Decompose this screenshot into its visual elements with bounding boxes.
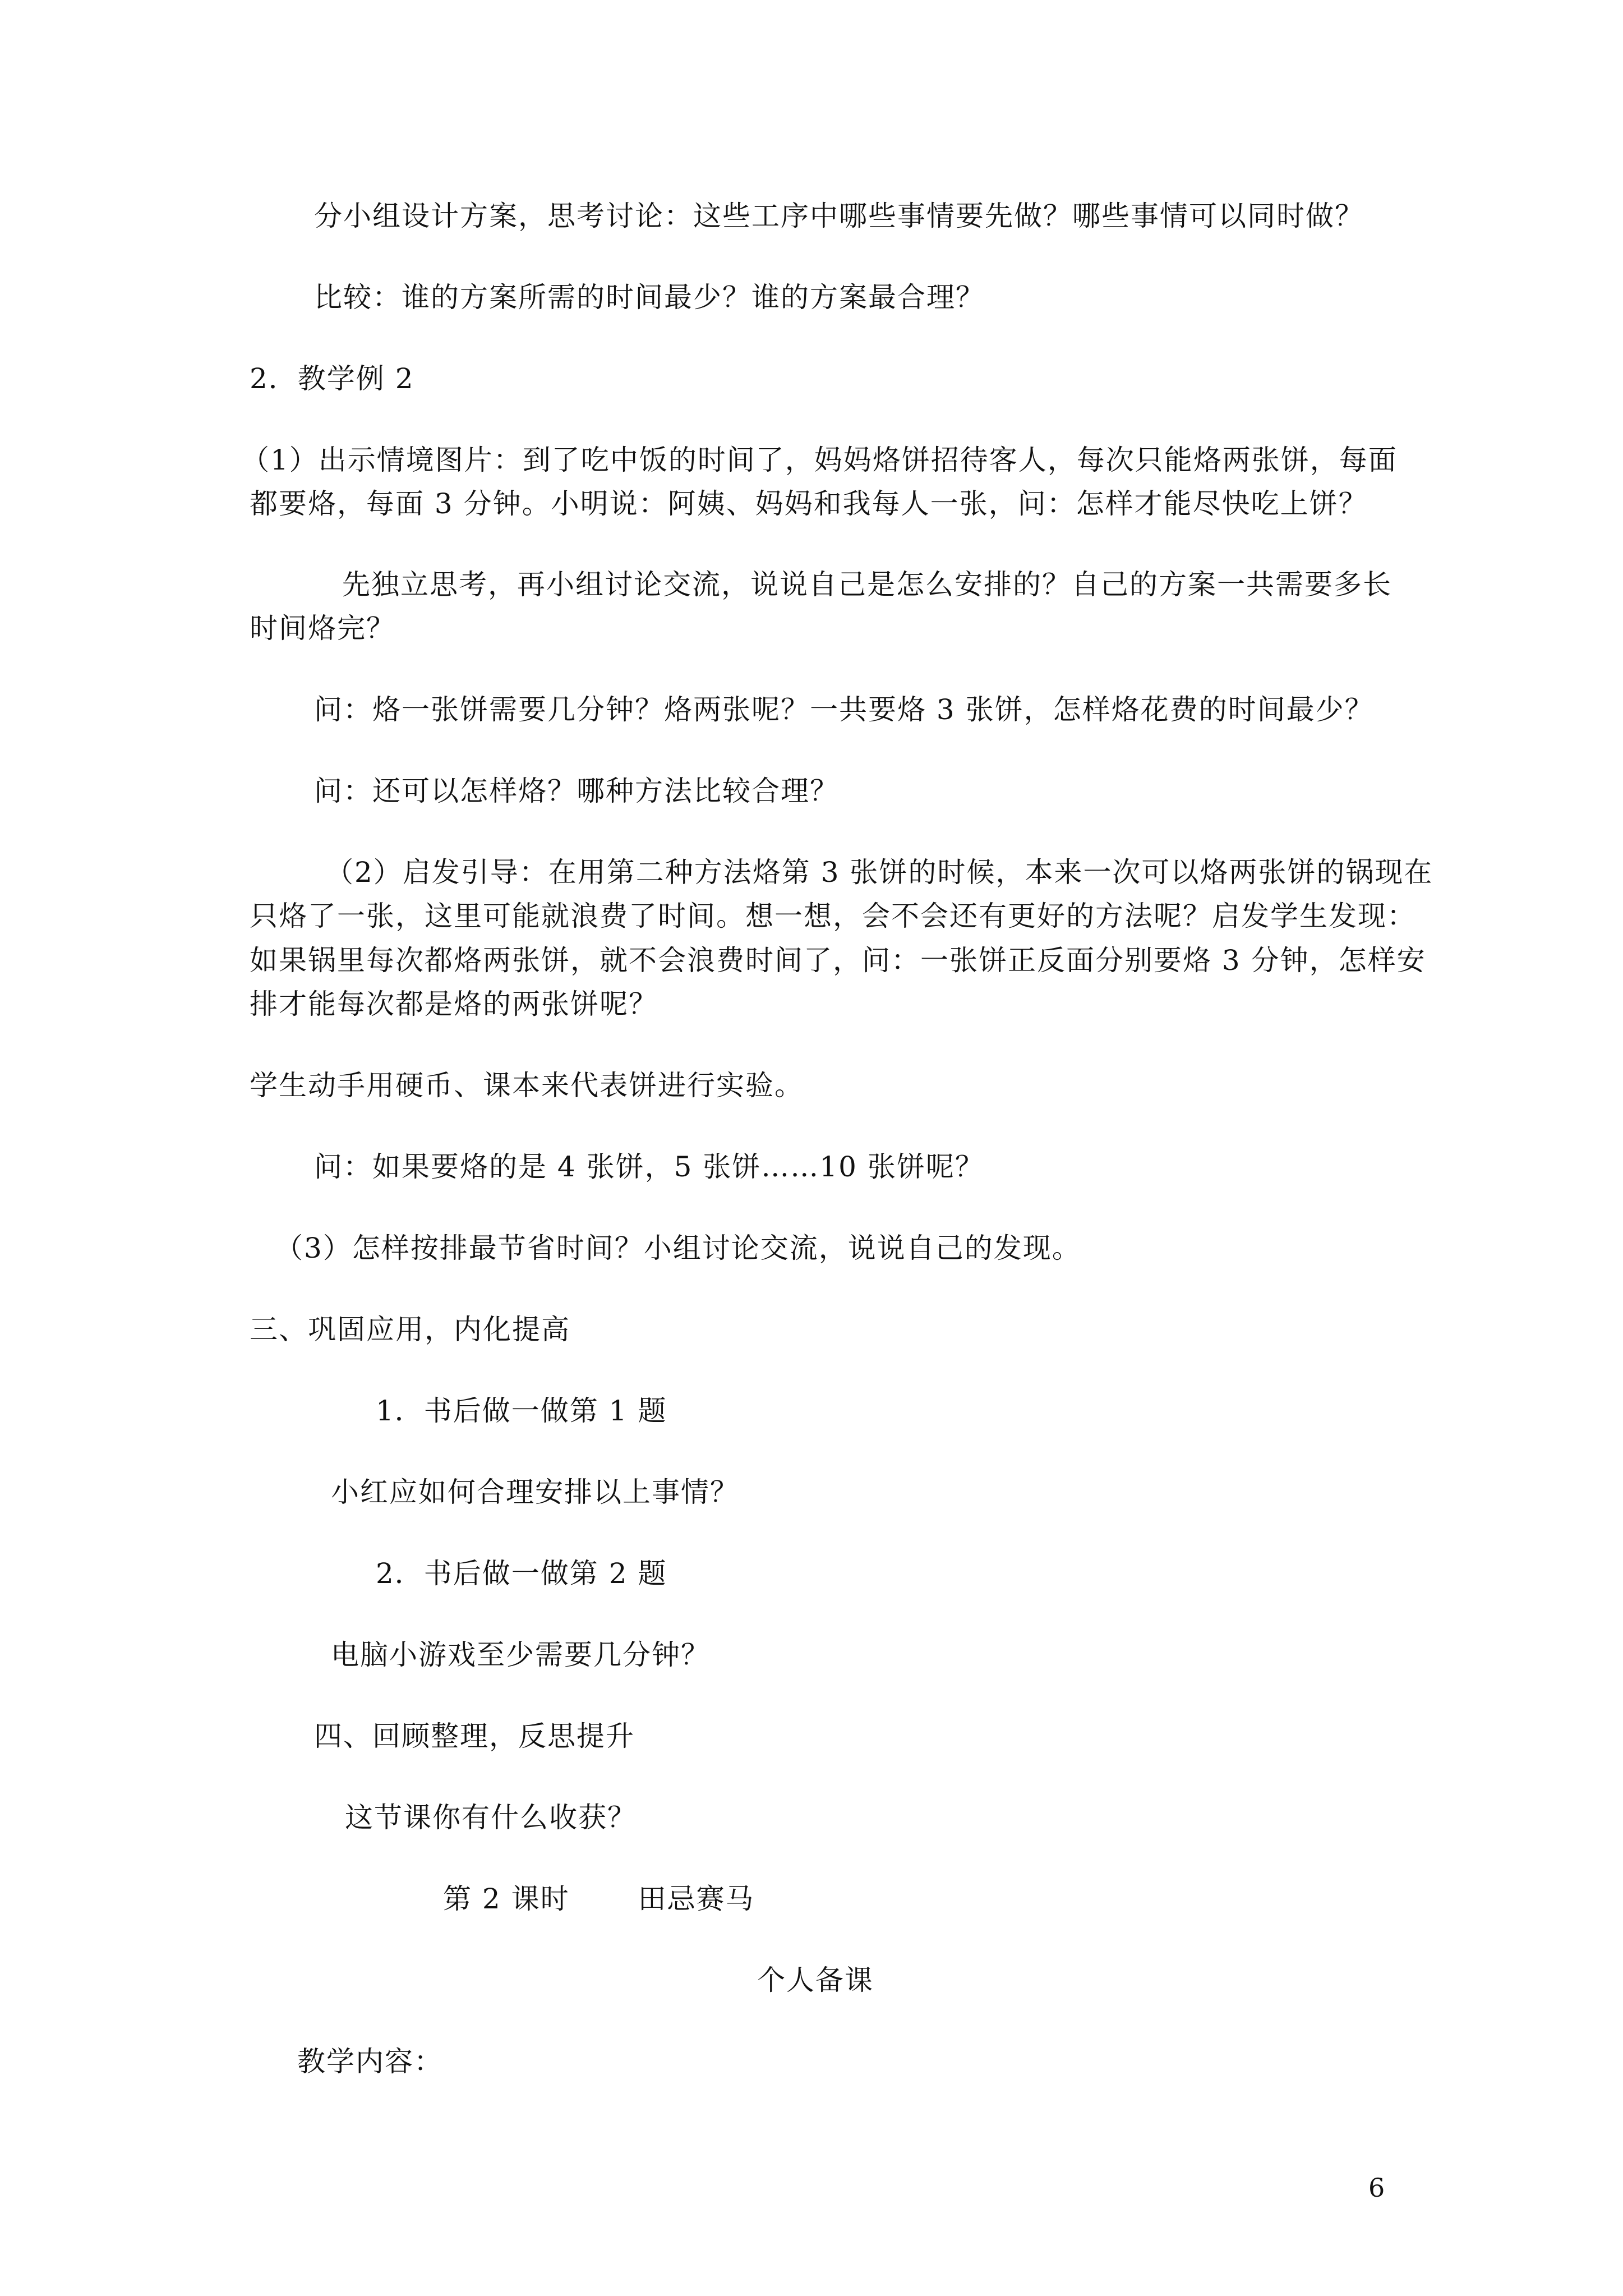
page-number: 6 <box>1368 2173 1385 2203</box>
paragraph-line: 比较：谁的方案所需的时间最少？谁的方案最合理？ <box>314 281 985 314</box>
paragraph-line: 问：如果要烙的是 4 张饼，5 张饼……10 张饼呢？ <box>314 1151 984 1183</box>
lesson-title: 第 2 课时 田忌赛马 <box>443 1883 755 1915</box>
paragraph-line: 电脑小游戏至少需要几分钟？ <box>331 1639 710 1671</box>
section-heading: 四、回顾整理，反思提升 <box>314 1720 635 1752</box>
paragraph-line: 这节课你有什么收获？ <box>345 1801 637 1834</box>
section-heading: 三、巩固应用，内化提高 <box>250 1313 570 1346</box>
paragraph-line: 先独立思考，再小组讨论交流，说说自己是怎么安排的？自己的方案一共需要多长 <box>342 568 1392 601</box>
paragraph-line: 问：还可以怎样烙？哪种方法比较合理？ <box>314 775 839 807</box>
paragraph-line: 小红应如何合理安排以上事情？ <box>331 1476 739 1508</box>
paragraph-line: （1）出示情境图片：到了吃中饭的时间了，妈妈烙饼招待客人，每次只能烙两张饼，每面 <box>241 444 1398 476</box>
subsection-heading: 1．书后做一做第 1 题 <box>376 1395 667 1427</box>
paragraph-line: 分小组设计方案，思考讨论：这些工序中哪些事情要先做？哪些事情可以同时做？ <box>314 200 1364 232</box>
paragraph-line: 只烙了一张，这里可能就浪费了时间。想一想，会不会还有更好的方法呢？启发学生发现： <box>250 900 1416 932</box>
prep-heading: 个人备课 <box>757 1964 874 1996</box>
paragraph-line: 排才能每次都是烙的两张饼呢？ <box>250 988 658 1020</box>
paragraph-line: 学生动手用硬币、课本来代表饼进行实验。 <box>250 1069 804 1102</box>
paragraph-line: （2）启发引导：在用第二种方法烙第 3 张饼的时候，本来一次可以烙两张饼的锅现在 <box>325 856 1433 889</box>
section-heading: 2．教学例 2 <box>250 362 414 395</box>
paragraph-line: 问：烙一张饼需要几分钟？烙两张呢？一共要烙 3 张饼，怎样烙花费的时间最少？ <box>314 693 1374 726</box>
paragraph-line: 如果锅里每次都烙两张饼，就不会浪费时间了，问：一张饼正反面分别要烙 3 分钟，怎样安 <box>250 944 1426 977</box>
paragraph-line: （3）怎样按排最节省时间？小组讨论交流，说说自己的发现。 <box>275 1232 1081 1264</box>
content-label: 教学内容： <box>297 2045 443 2078</box>
paragraph-line: 时间烙完？ <box>250 612 395 645</box>
subsection-heading: 2．书后做一做第 2 题 <box>376 1557 667 1590</box>
paragraph-line: 都要烙，每面 3 分钟。小明说：阿姨、妈妈和我每人一张，问：怎样才能尽快吃上饼？ <box>250 487 1368 520</box>
